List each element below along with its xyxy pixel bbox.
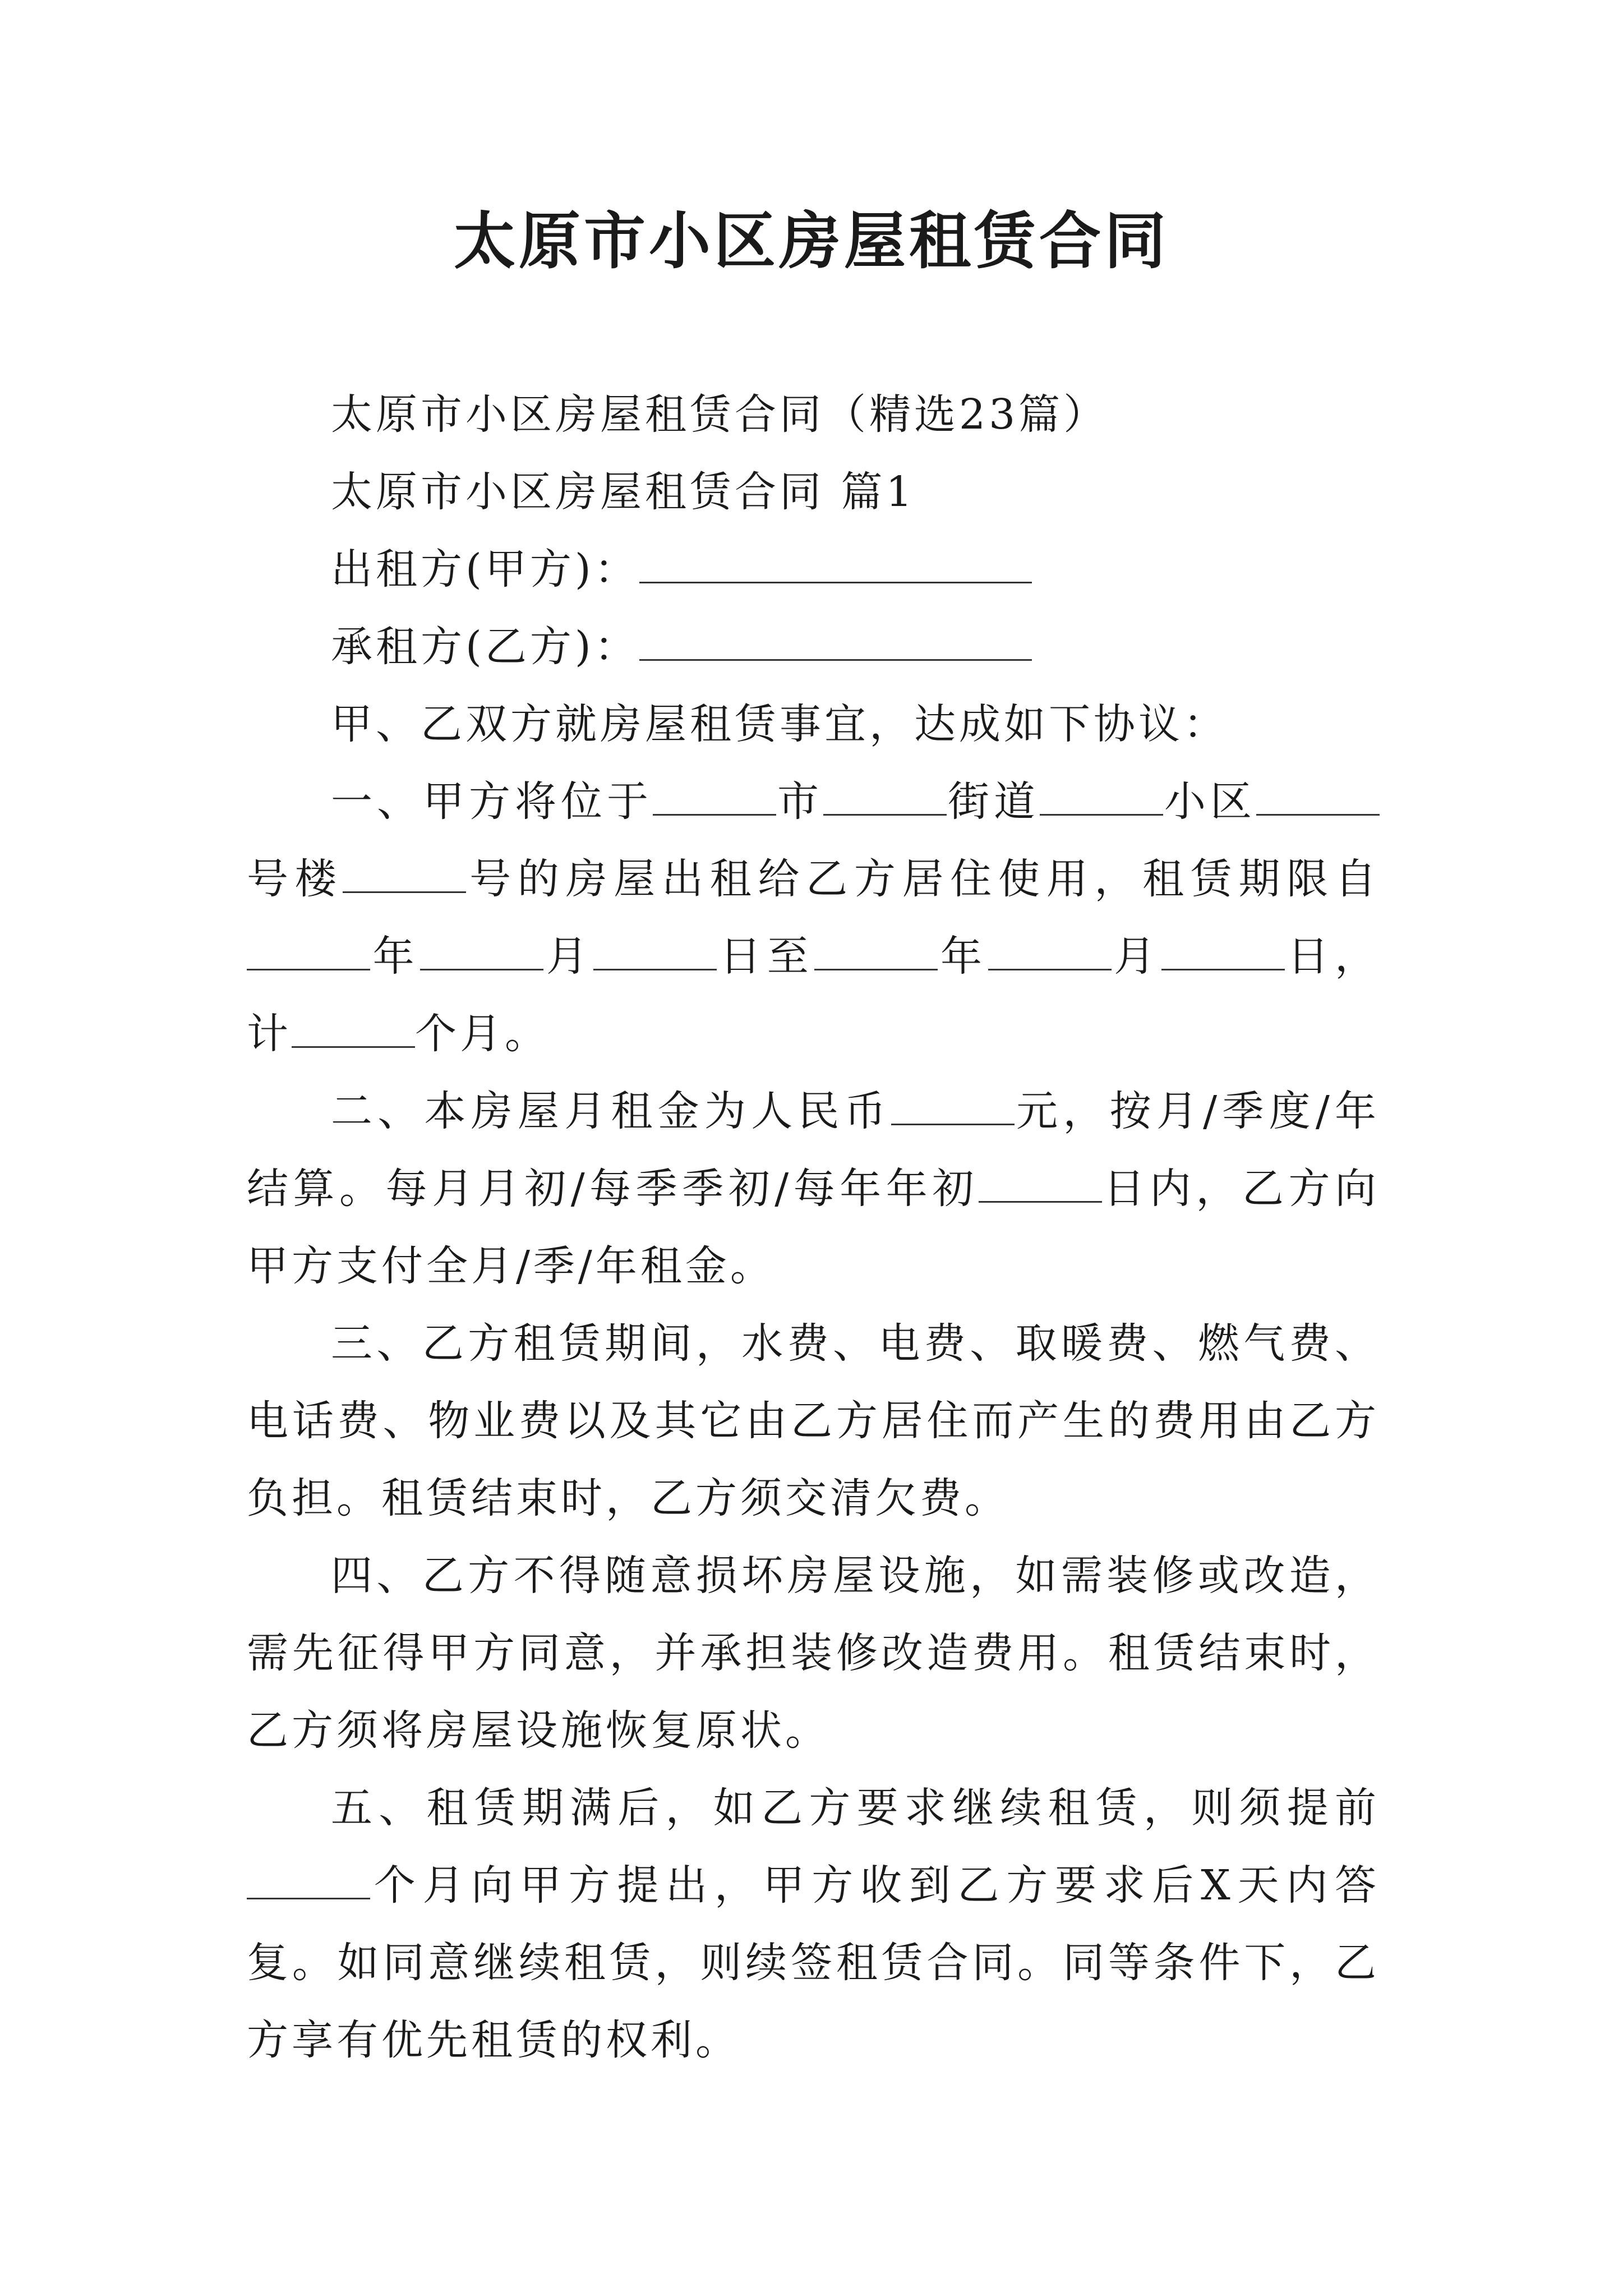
clause-1-text: 号楼 [247, 855, 343, 903]
clause-2-text: 元，按月/季度/年结算。每月月初/每季季初/每年年初 [247, 1087, 1380, 1213]
end-day-blank[interactable] [1161, 930, 1285, 970]
document-title: 太原市小区房屋租赁合同 [454, 205, 1169, 277]
clause-2-text: 二、本房屋月租金为人民币 [331, 1087, 891, 1135]
intro-paragraph: 甲、乙双方就房屋租赁事宜，达成如下协议： [331, 700, 1228, 748]
end-year-blank[interactable] [814, 930, 938, 970]
clause-2 [247, 1073, 1380, 1305]
lessee-blank[interactable] [639, 620, 1032, 661]
clause-5-text: 五、租赁期满后，如乙方要求继续租赁，则须提前 [331, 1784, 1380, 1832]
clause-3: 三、乙方租赁期间，水费、电费、取暖费、燃气费、电话费、物业费以及其它由乙方居住而产生的费用由乙方负担。租赁结束时，乙方须交清欠费。 [247, 1319, 1380, 1522]
clause-1-text: 个月。 [415, 1010, 550, 1058]
clause-1-text: 号的房屋出租给乙方居住使用，租赁期限自 [466, 855, 1380, 903]
street-blank[interactable] [823, 775, 947, 816]
building-blank[interactable] [1256, 775, 1380, 816]
payment-days-blank[interactable] [979, 1162, 1102, 1203]
lessor-line [247, 531, 1380, 608]
clause-1-text: 月 [543, 932, 594, 981]
community-blank[interactable] [1040, 775, 1163, 816]
clause-1-text: 小区 [1163, 777, 1256, 826]
clause-5-text: 个月向甲方提出，甲方收到乙方要求后X天内答复。如同意继续租赁，则续签租赁合同。同等条件下，乙方享有优先租赁的权利。 [247, 1861, 1380, 2064]
city-blank[interactable] [653, 775, 776, 816]
document-body [247, 376, 1380, 2079]
lessee-label: 承租方(乙方)： [331, 623, 639, 671]
start-day-blank[interactable] [593, 930, 717, 970]
clause-1-text: 街道 [947, 777, 1040, 826]
rent-amount-blank[interactable] [891, 1084, 1015, 1125]
notice-months-blank[interactable] [247, 1858, 370, 1899]
lessor-label: 出租方(甲方)： [331, 545, 639, 593]
start-year-blank[interactable] [247, 930, 370, 970]
clause-1-text: 年 [938, 932, 988, 981]
clause-5 [247, 1769, 1380, 2079]
subtitle: 太原市小区房屋租赁合同（精选23篇） [331, 390, 1109, 439]
clause-1-text: 年 [370, 932, 421, 981]
lessee-line [247, 608, 1380, 685]
clause-1-text: 日至 [717, 932, 815, 981]
clause-2-text: 日内，乙方向甲方支付全月/季/年租金。 [247, 1165, 1380, 1290]
clause-1-text: 市 [776, 777, 823, 826]
months-blank[interactable] [292, 1007, 415, 1048]
clause-1-text: 一、甲方将位于 [331, 777, 653, 826]
clause-4: 四、乙方不得随意损坏房屋设施，如需装修或改造，需先征得甲方同意，并承担装修改造费用。租赁结束时，乙方须将房屋设施恢复原状。 [247, 1552, 1380, 1755]
room-blank[interactable] [343, 852, 466, 893]
clause-1 [247, 763, 1380, 1073]
clause-1-text: 日，计 [247, 932, 1380, 1058]
clause-1-text: 月 [1111, 932, 1161, 981]
end-month-blank[interactable] [988, 930, 1112, 970]
start-month-blank[interactable] [420, 930, 543, 970]
section-heading: 太原市小区房屋租赁合同 篇1 [331, 468, 916, 516]
lessor-blank[interactable] [639, 542, 1032, 583]
